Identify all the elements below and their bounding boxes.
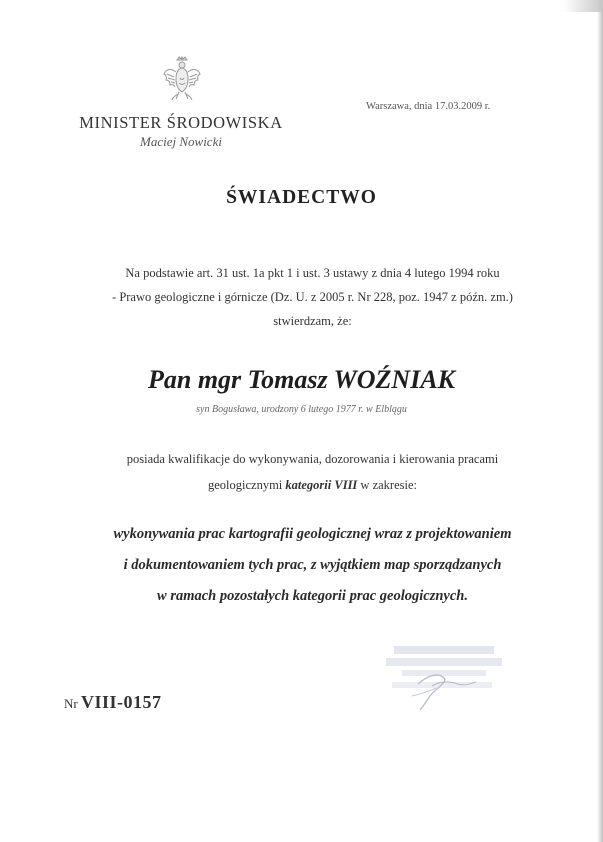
scan-corner-shadow — [563, 0, 603, 12]
scope-line: i dokumentowaniem tych prac, z wyjątkiem map sporządzanych — [123, 557, 502, 573]
certificate-number-label: Nr — [64, 696, 78, 711]
qualification-category: kategorii VIII — [285, 478, 358, 492]
legal-basis-line: Na podstawie art. 31 ust. 1a pkt 1 i ust. 3 ustawy z dnia 4 lutego 1994 roku — [125, 266, 500, 280]
qualification-text: w zakresie: — [357, 478, 417, 492]
legal-basis — [40, 261, 585, 333]
legal-basis-line: - Prawo geologiczne i górnicze (Dz. U. z 2005 r. Nr 228, poz. 1947 z późn. zm.) — [112, 290, 513, 304]
qualification-statement — [40, 446, 585, 498]
minister-title: MINISTER ŚRODOWISKA — [79, 113, 283, 132]
scope-line: w ramach pozostałych kategorii prac geologicznych. — [157, 588, 468, 604]
minister-name-signature: Maciej Nowicki — [140, 134, 222, 149]
scan-edge-shadow — [597, 0, 603, 842]
qualification-scope — [40, 519, 585, 612]
document-title: ŚWIADECTWO — [226, 187, 377, 208]
official-stamp-signature — [372, 636, 512, 716]
eagle-emblem-icon — [162, 56, 202, 102]
scope-line: wykonywania prac kartografii geologicznej wraz z projektowaniem — [113, 526, 512, 542]
qualification-line: posiada kwalifikacje do wykonywania, dozorowania i kierowania pracami — [126, 452, 499, 466]
recipient-details: syn Bogusława, urodzony 6 lutego 1977 r. w Elblągu — [196, 404, 407, 415]
place-and-date: Warszawa, dnia 17.03.2009 r. — [366, 101, 491, 112]
recipient-name: Pan mgr Tomasz WOŹNIAK — [147, 365, 456, 394]
certificate-number-value: VIII-0157 — [80, 692, 162, 712]
legal-basis-line: stwierdzam, że: — [273, 314, 352, 328]
qualification-line — [40, 472, 585, 498]
certificate-number — [64, 692, 161, 713]
qualification-text: geologicznymi — [207, 478, 286, 492]
